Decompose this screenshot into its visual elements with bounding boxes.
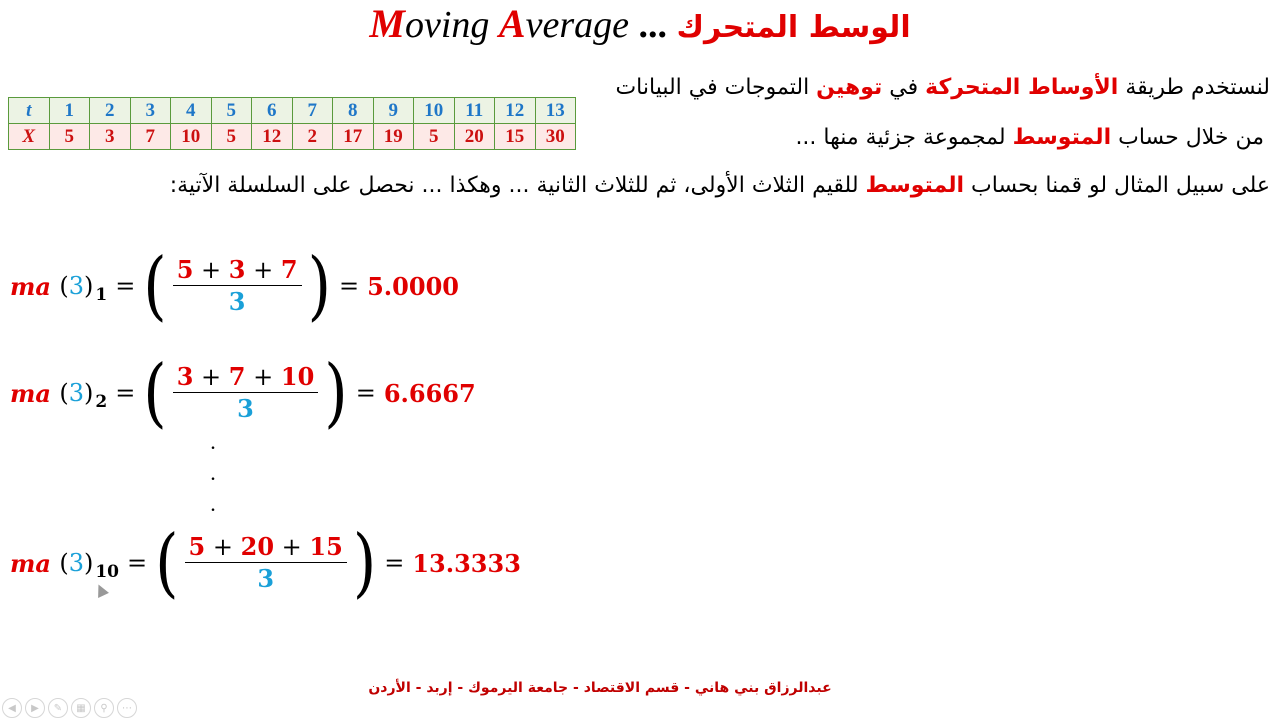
t-cell: 3: [130, 98, 171, 124]
equation-ma-1: ma ( 3 ) 1 = ( $\frac{5 + 3 + 7}{3}$ ) = 5.0000: [10, 242, 459, 330]
t-cell: 7: [292, 98, 333, 124]
intro-line-1-e: التموجات في البيانات: [615, 75, 817, 100]
x-cell: 7: [130, 124, 171, 150]
equation-ma-2: ma ( 3 ) 2 = ( $\frac{3 + 7 + 10}{3}$ ) = 6.6667: [10, 349, 476, 437]
x-cell: 19: [373, 124, 414, 150]
slides-overview-icon[interactable]: ▦: [71, 698, 91, 718]
zoom-icon[interactable]: ⚲: [94, 698, 114, 718]
eq-term: 3: [228, 254, 246, 284]
x-cell: 17: [333, 124, 374, 150]
eq-ma-label: ma: [10, 378, 51, 408]
title-m-letter: M: [369, 1, 405, 46]
intro-line-2-b: المتوسط: [1012, 125, 1112, 150]
x-cell: 5: [49, 124, 90, 150]
eq-term: 7: [228, 361, 246, 391]
previous-slide-icon[interactable]: ◀: [2, 698, 22, 718]
title-m-rest: oving: [404, 4, 499, 46]
pen-icon[interactable]: ✎: [48, 698, 68, 718]
x-cell: 20: [454, 124, 495, 150]
eq-denominator: 3: [228, 286, 246, 316]
t-cell: 13: [535, 98, 576, 124]
intro-line-2-c: لمجموعة جزئية منها ...: [795, 125, 1013, 150]
more-options-icon[interactable]: ⋯: [117, 698, 137, 718]
intro-line-2-a: من خلال حساب: [1111, 125, 1264, 150]
intro-line-1: [615, 75, 1270, 100]
eq-ma-label: ma: [10, 548, 51, 578]
eq-term: 7: [280, 254, 298, 284]
eq-window-size: 3: [68, 549, 84, 577]
x-cell: 10: [171, 124, 212, 150]
t-cell: 1: [49, 98, 90, 124]
x-cell: 15: [495, 124, 536, 150]
eq-denominator: 3: [237, 393, 254, 423]
intro-line-3: [170, 173, 1270, 198]
t-cell: 4: [171, 98, 212, 124]
intro-line-1-d: توهين: [816, 75, 883, 100]
eq-denominator: 3: [257, 563, 275, 593]
t-cell: 9: [373, 98, 414, 124]
eq-term: 15: [309, 531, 343, 561]
eq-fraction: $\frac{5 + 3 + 7}{3}$: [173, 255, 302, 318]
eq-fraction: $\frac{3 + 7 + 10}{3}$: [173, 362, 319, 425]
x-cell: 5: [414, 124, 455, 150]
x-cell: 5: [211, 124, 252, 150]
intro-line-1-a: لنستخدم طريقة: [1118, 75, 1270, 100]
intro-line-3-b: المتوسط: [865, 173, 965, 198]
eq-window-size: 3: [68, 272, 84, 300]
intro-line-3-a: على سبيل المثال لو قمنا بحساب: [964, 173, 1270, 198]
eq-subscript: 1: [95, 285, 108, 305]
eq-term: 10: [280, 361, 315, 391]
t-header: t: [9, 98, 50, 124]
t-cell: 12: [495, 98, 536, 124]
x-cell: 12: [252, 124, 293, 150]
eq-subscript: 10: [95, 562, 120, 582]
slideshow-toolbar: [2, 698, 137, 718]
slide-title: [0, 2, 1280, 50]
eq-result: 5.0000: [367, 271, 459, 301]
eq-window-size: 3: [68, 379, 84, 407]
equation-ma-10: ma ( 3 ) 10 = ( $\frac{5 + 20 + 15}{3}$ ) = 13.3333: [10, 519, 521, 607]
t-cell: 5: [211, 98, 252, 124]
eq-result: 6.6667: [383, 378, 476, 408]
intro-line-3-c: للقيم الثلاث الأولى، ثم للثلاث الثانية ... وهكذا ... نحصل على السلسلة الآتية:: [169, 173, 866, 198]
t-cell: 8: [333, 98, 374, 124]
x-cell: 3: [90, 124, 131, 150]
eq-term: 3: [176, 361, 194, 391]
t-cell: 10: [414, 98, 455, 124]
eq-result: 13.3333: [412, 548, 521, 578]
title-a-letter: A: [498, 1, 526, 46]
x-header: X: [9, 124, 50, 150]
eq-ma-label: ma: [10, 271, 51, 301]
eq-term: 5: [188, 531, 206, 561]
vertical-ellipsis: . . .: [210, 429, 216, 516]
intro-line-1-b: الأوساط المتحركة: [925, 75, 1119, 100]
title-a-rest: verage: [525, 4, 629, 46]
intro-line-2: [795, 125, 1264, 150]
t-cell: 2: [90, 98, 131, 124]
eq-subscript: 2: [95, 392, 108, 412]
data-table: [8, 97, 576, 150]
eq-fraction: $\frac{5 + 20 + 15}{3}$: [185, 532, 347, 595]
x-cell: 2: [292, 124, 333, 150]
footer-credit: عبدالرزاق بني هاني - قسم الاقتصاد - جامعة اليرموك - إربد - الأردن: [368, 680, 832, 696]
intro-line-1-c: في: [882, 75, 926, 100]
title-dots: ...: [628, 4, 677, 46]
time-row: [9, 98, 576, 124]
next-slide-icon[interactable]: ▶: [25, 698, 45, 718]
t-cell: 11: [454, 98, 495, 124]
x-cell: 30: [535, 124, 576, 150]
t-cell: 6: [252, 98, 293, 124]
title-arabic: الوسط المتحرك: [676, 10, 911, 45]
eq-term: 5: [176, 254, 194, 284]
eq-term: 20: [240, 531, 275, 561]
value-row: [9, 124, 576, 150]
